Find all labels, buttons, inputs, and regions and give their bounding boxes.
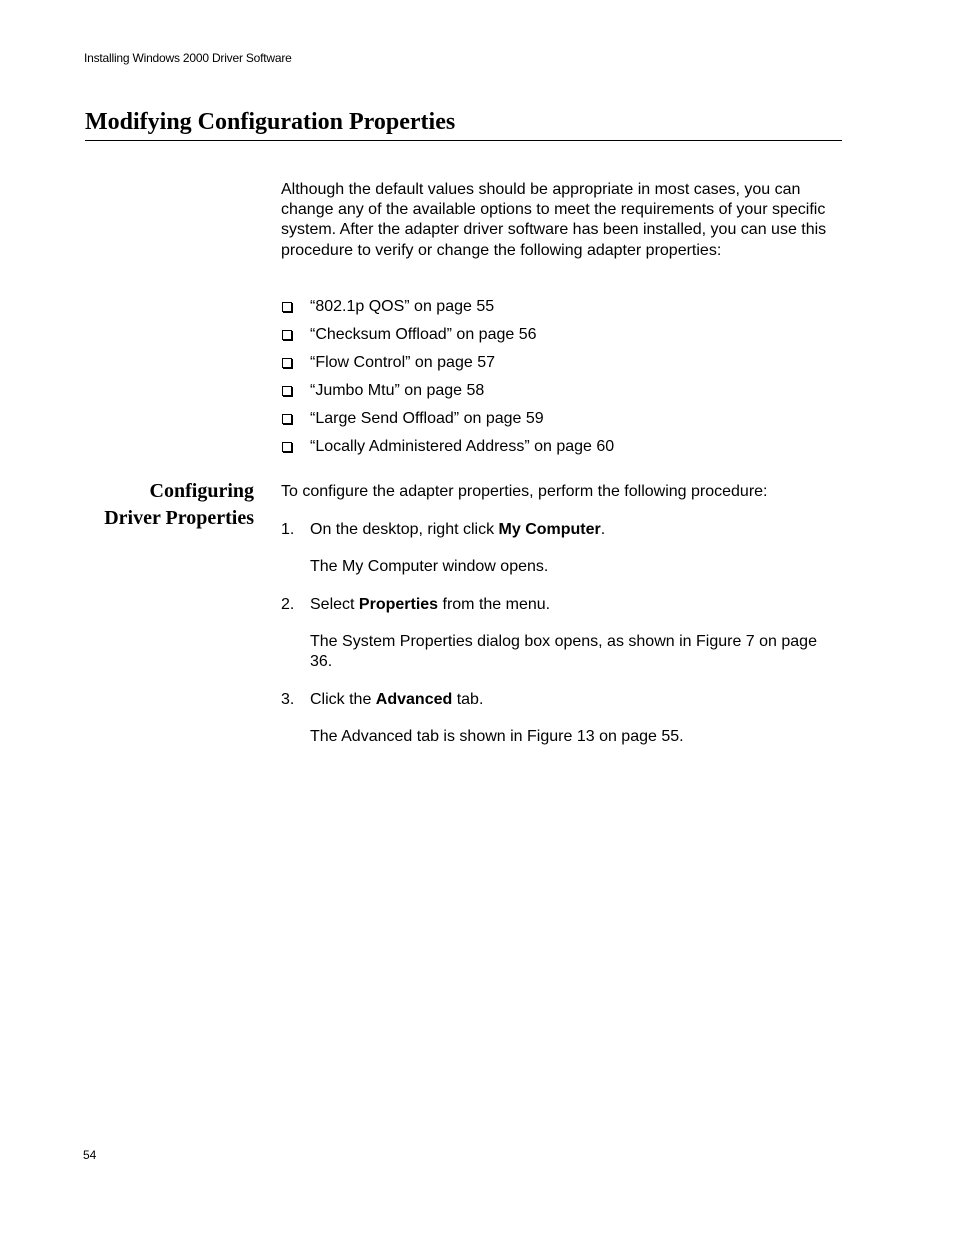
step-number: 1. bbox=[281, 521, 295, 538]
list-item-text: “Jumbo Mtu” on page 58 bbox=[310, 382, 485, 399]
step-text-part: Click the bbox=[310, 691, 376, 708]
step-result: The My Computer window opens. bbox=[310, 558, 549, 575]
intro-paragraph: Although the default values should be appropriate in most cases, you can change any of the available options to meet the requirements of your specific system. After the adapter driver software has been installed, you can use this procedure to verify or change the following adapter properties: bbox=[281, 181, 827, 259]
list-item-text: “802.1p QOS” on page 55 bbox=[310, 298, 495, 315]
step-result: The System Properties dialog box opens, as shown in Figure 7 on page 36. bbox=[310, 633, 817, 671]
checkbox-bullet-icon bbox=[282, 414, 292, 424]
list-item bbox=[281, 325, 841, 353]
list-item-text: “Flow Control” on page 57 bbox=[310, 354, 495, 371]
step-text bbox=[310, 595, 843, 615]
running-header: Installing Windows 2000 Driver Software bbox=[84, 51, 292, 65]
checkbox-bullet-icon bbox=[282, 358, 292, 368]
list-item-text: “Checksum Offload” on page 56 bbox=[310, 326, 537, 343]
list-item bbox=[281, 297, 841, 325]
step-number: 2. bbox=[281, 596, 295, 613]
checkbox-bullet-icon bbox=[282, 330, 292, 340]
step-text bbox=[310, 520, 843, 540]
list-item bbox=[281, 409, 841, 437]
step-ui-term: Advanced bbox=[375, 691, 453, 708]
property-list bbox=[281, 297, 841, 465]
subsection-title-line: Driver Properties bbox=[104, 507, 254, 529]
step-text-part: from the menu. bbox=[438, 596, 551, 613]
procedure-intro: To configure the adapter properties, perform the following procedure: bbox=[281, 483, 768, 500]
step-result: The Advanced tab is shown in Figure 13 on page 55. bbox=[310, 728, 684, 745]
list-item-text: “Locally Administered Address” on page 60 bbox=[310, 438, 615, 455]
step-text-part: . bbox=[600, 521, 606, 538]
checkbox-bullet-icon bbox=[282, 386, 292, 396]
list-item bbox=[281, 381, 841, 409]
list-item bbox=[281, 437, 841, 465]
step-text-part: Select bbox=[310, 596, 359, 613]
checkbox-bullet-icon bbox=[282, 442, 292, 452]
list-item-text: “Large Send Offload” on page 59 bbox=[310, 410, 544, 427]
subsection-title bbox=[60, 478, 254, 532]
step-text-part: tab. bbox=[452, 691, 484, 708]
step-number: 3. bbox=[281, 691, 295, 708]
step-text bbox=[310, 690, 843, 710]
section-title: Modifying Configuration Properties bbox=[85, 107, 842, 141]
subsection-title-line: Configuring bbox=[149, 480, 254, 502]
page-number: 54 bbox=[83, 1148, 97, 1162]
step-text-part: On the desktop, right click bbox=[310, 521, 499, 538]
list-item bbox=[281, 353, 841, 381]
step-ui-term: Properties bbox=[358, 596, 439, 613]
step-ui-term: My Computer bbox=[498, 521, 601, 538]
checkbox-bullet-icon bbox=[282, 302, 292, 312]
